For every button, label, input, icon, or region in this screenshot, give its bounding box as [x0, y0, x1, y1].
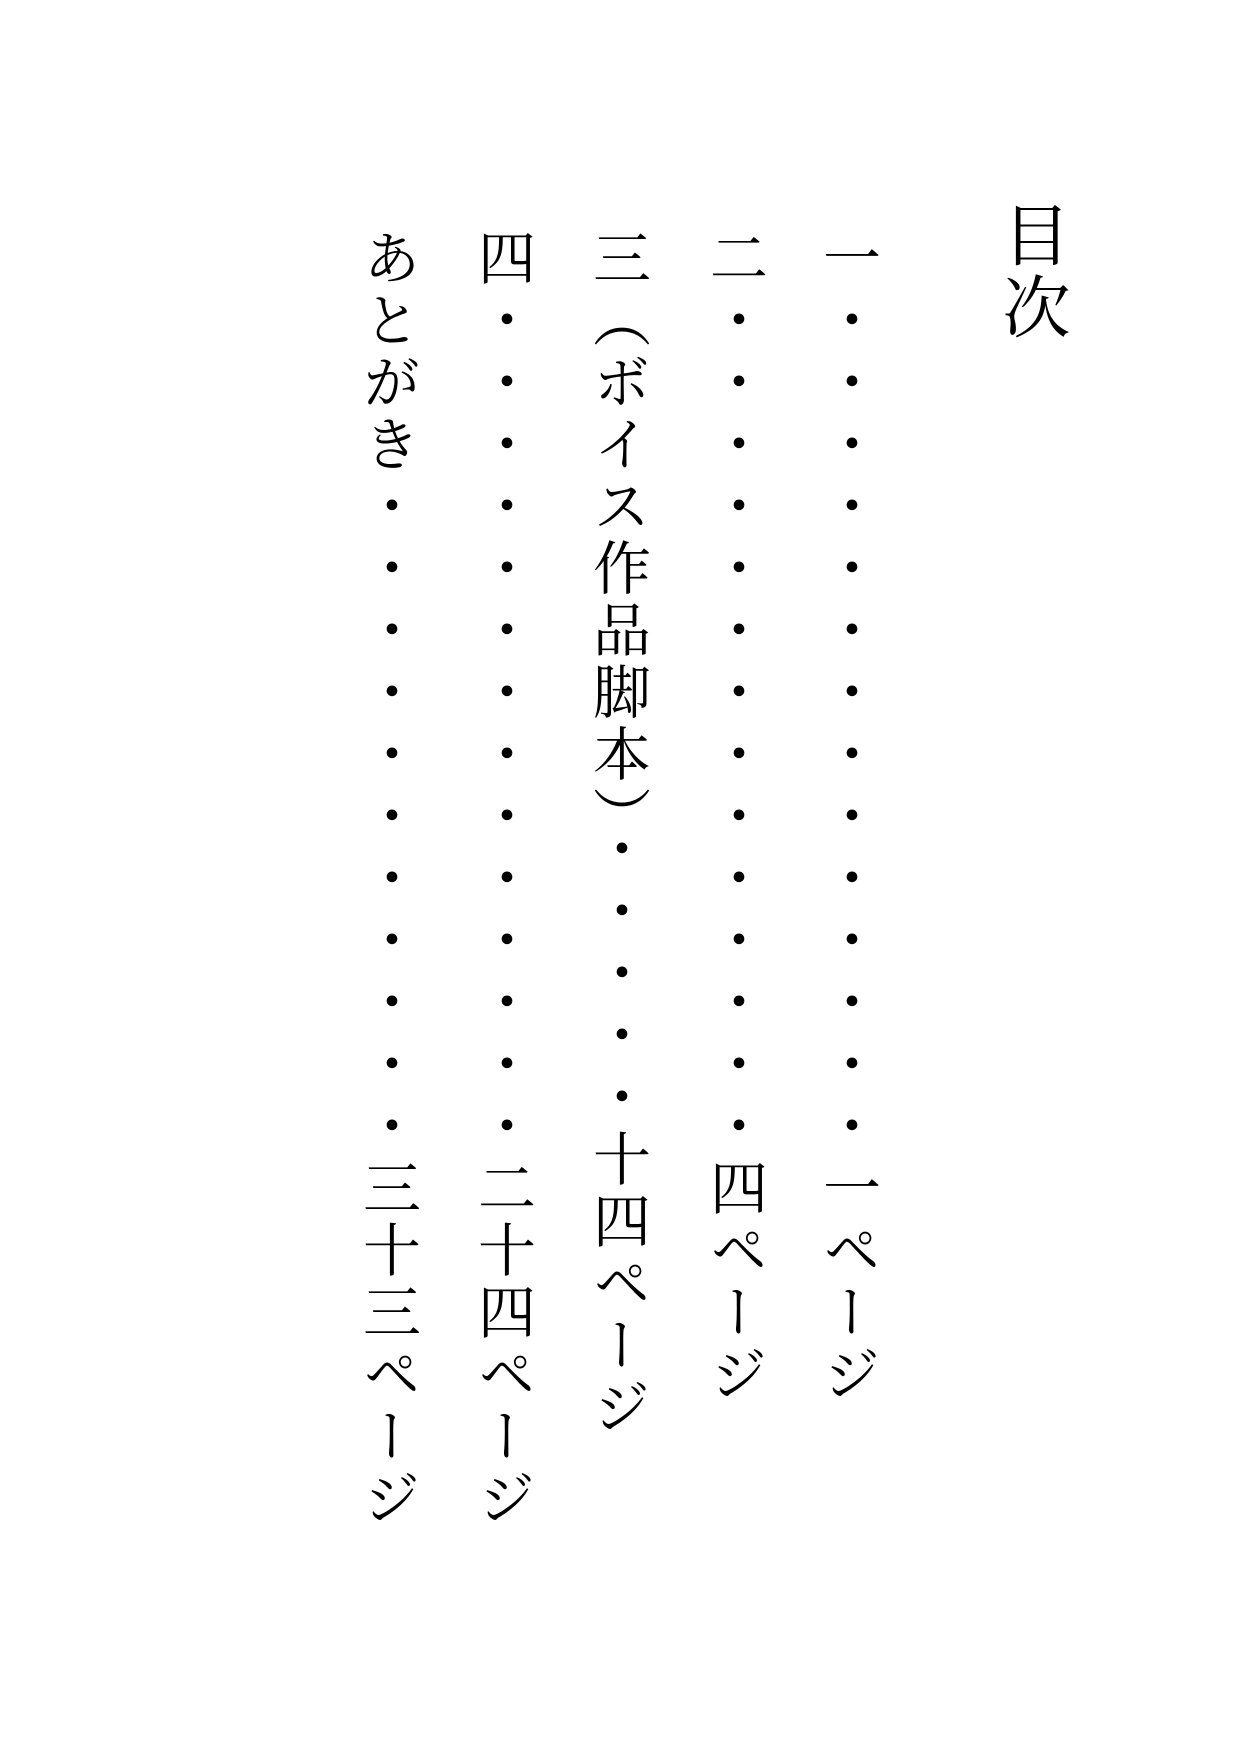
entry-dots-leader: ・・・・・・・・・・・・・・	[469, 290, 534, 1158]
entry-page-number: 十四ページ	[584, 1129, 649, 1439]
entry-dots-leader: ・・・・・・・・・・・・・・	[701, 290, 766, 1158]
entry-page-number: 三十三ページ	[354, 1158, 419, 1530]
toc-entry	[584, 228, 649, 1439]
entry-dots-leader: ・・・・・・・・・・・・・・	[814, 290, 879, 1158]
entry-page-number: 一ページ	[814, 1158, 879, 1406]
toc-entry	[354, 228, 419, 1530]
entry-label: 一	[814, 228, 879, 290]
entry-label: 三（ボイス作品脚本）	[584, 228, 649, 819]
entry-page-number: 四ページ	[701, 1158, 766, 1406]
toc-entry	[814, 228, 879, 1406]
entry-dots-leader: ・・・・・	[584, 819, 649, 1129]
toc-entry	[701, 228, 766, 1406]
entry-label: 四	[469, 228, 534, 290]
entry-page-number: 二十四ページ	[469, 1158, 534, 1530]
entry-label: あとがき	[354, 228, 419, 476]
entry-dots-leader: ・・・・・・・・・・・	[354, 476, 419, 1158]
entry-label: 二	[701, 228, 766, 290]
page-title: 目次	[993, 200, 1069, 344]
toc-entry	[469, 228, 534, 1530]
